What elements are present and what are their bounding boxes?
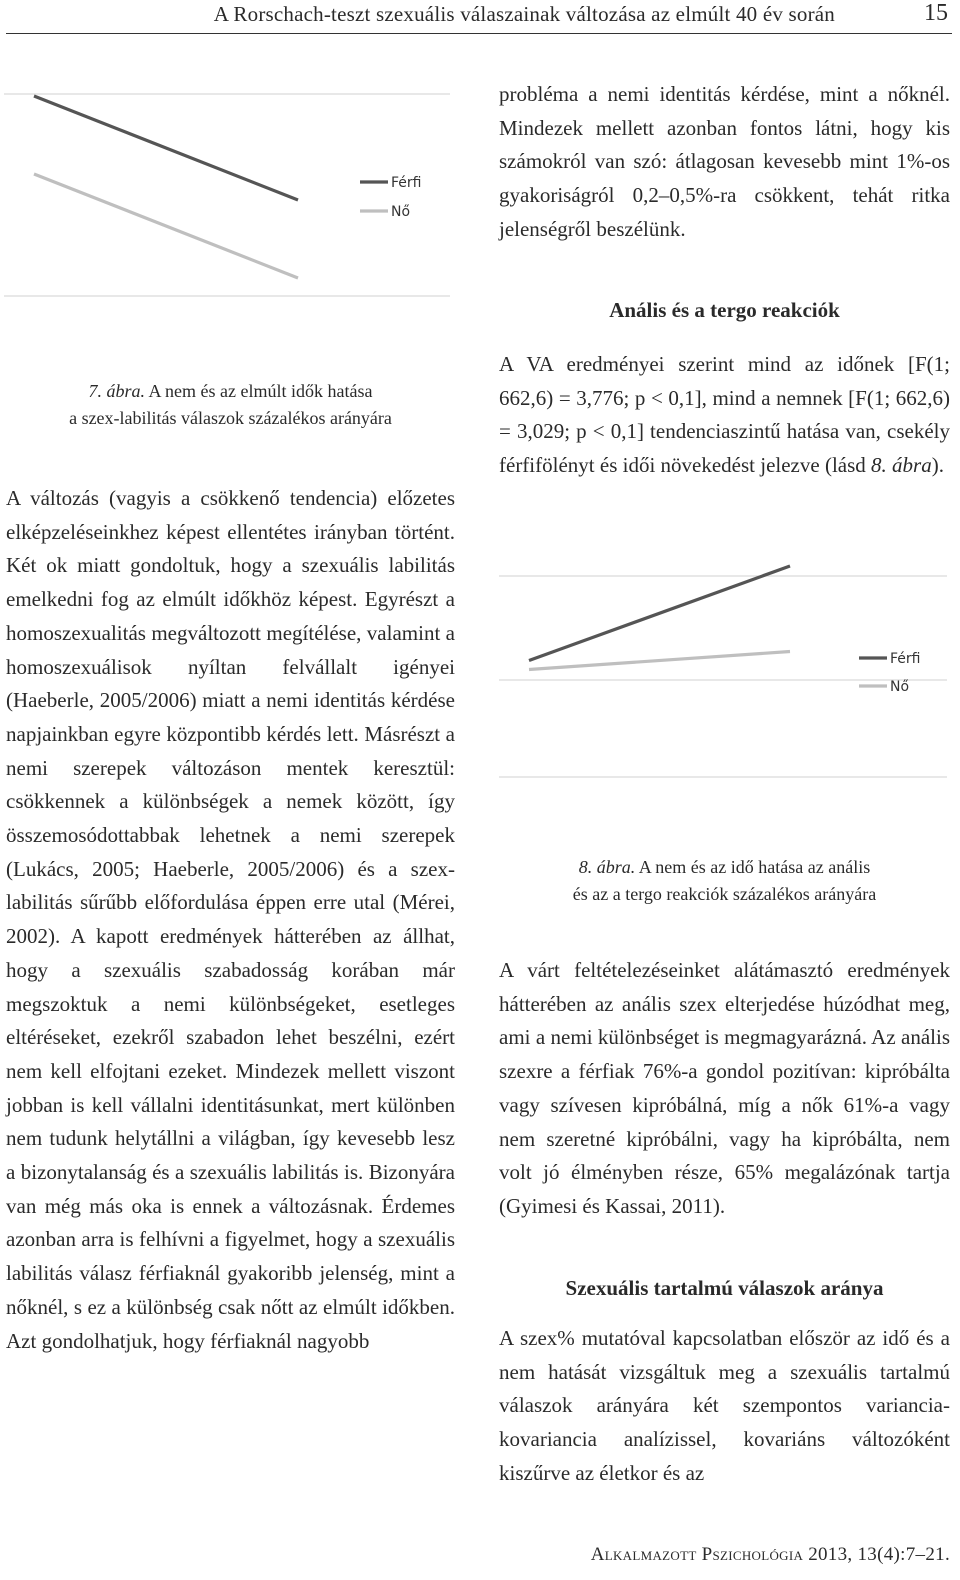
- right-column-bottom: [499, 1322, 950, 1491]
- figure-8-reference: 8. ábra: [871, 453, 932, 478]
- figure-8-caption-line2: és az a tergo reakciók százalékos arányára: [572, 884, 877, 904]
- right-column-top: [499, 78, 950, 247]
- series-line-n: [34, 174, 298, 278]
- series-line-n: [529, 652, 790, 670]
- section-title-szexualis: Szexuális tartalmú válaszok aránya: [565, 1276, 884, 1300]
- right-paragraph-2-text: A VA eredményei szerint mind az időnek [F(1; 662,6) = 3,776; p < 0,1], mind a nemnek [F(1; 662,6) = 3,029; p < 0,1] tendenciaszintű hatása van, csekély férfifölényt és idői növekedést jelezve (lásd: [499, 352, 950, 478]
- section-title-analis: Anális és a tergo reakciók: [609, 298, 840, 322]
- legend-label-1: Nő: [890, 679, 910, 695]
- journal-citation: 2013, 13(4):7–21.: [803, 1544, 950, 1565]
- figure-8-chart: [495, 530, 955, 830]
- figure-7-svg: [0, 70, 460, 340]
- figure-7-caption-label: 7. ábra.: [88, 381, 146, 401]
- series-line-frfi: [34, 96, 298, 200]
- figure-7-caption-text: A nem és az elmúlt idők hatása: [148, 381, 373, 401]
- journal-name: Alkalmazott Pszichológia: [590, 1544, 804, 1565]
- figure-8-svg: [495, 530, 955, 830]
- legend-label-1: Nő: [391, 204, 411, 220]
- legend-label-0: Férfi: [391, 175, 422, 191]
- figure-7-caption: [6, 378, 455, 432]
- page-number: 15: [924, 0, 948, 26]
- right-paragraph-2: [499, 348, 950, 483]
- figure-8-caption: [499, 854, 950, 908]
- header-rule: [6, 33, 952, 34]
- left-column: [6, 482, 455, 1358]
- right-paragraph-4: A szex% mutatóval kapcsolatban először az idő és a nem hatását vizsgáltuk meg a szexuális tartalmú válaszok arányára két szempontos variancia-kovariancia analízissel, kovariáns változóként kiszűrve az életkor és az: [499, 1326, 950, 1485]
- right-paragraph-3: A várt feltételezéseinket alátámasztó eredmények hátterében az anális szex elterjedése húzódhat meg, ami a nemi különbséget is megmagyarázná. Az anális szexre a férfiak 76%-a gondol pozitívan: kipróbálta vagy szívesen kipróbálná, míg a nők 61%-a vagy nem szeretné kipróbálni, vagy ha kipróbálta, nem volt jó élményben része, 65% megalázónak tartja (Gyimesi és Kassai, 2011).: [499, 958, 950, 1218]
- page-footer: [591, 1544, 950, 1566]
- page-header: [0, 0, 960, 32]
- right-paragraph-1: probléma a nemi identitás kérdése, mint a nőknél. Mindezek mellett azonban fontos látni, hogy kis számokról van szó: átlagosan kevesebb mint 1%-os gyakoriságról 0,2–0,5%-ra csökkent, tehát ritka jelenségről beszélünk.: [499, 82, 950, 241]
- right-column-lower: [499, 954, 950, 1224]
- figure-7-caption-line2: a szex-labilitás válaszok százalékos arányára: [69, 408, 392, 428]
- left-paragraph: A változás (vagyis a csökkenő tendencia) előzetes elképzeléseinkhez képest ellentétes irányban történt. Két ok miatt gondoltuk, hogy a szexuális labilitás emelkedni fog az elmúlt időkhöz képest. Egyrészt a homoszexualitás megváltozott megítélése, valamint a homoszexuálisok nyíltan felvállalt igényei (Haeberle, 2005/2006) miatt a nemi identitás kérdése napjainkban egyre központibb kérdés lett. Másrészt a nemi szerepek változáson mentek keresztül: csökkennek a különbségek a nemek között, így összemosódottabbak lehetnek a nemi szerepek (Lukács, 2005; Haeberle, 2005/2006) és a szex-labilitás sűrűbb előfordulása éppen erre utal (Mérei, 2002). A kapott eredmények hátterében az állhat, hogy a szexuális szabadosság korában már megszoktuk a nemi különbségeket, esetleges eltéréseket, ezekről szabadon lehet beszélni, ezért nem kell elfojtani ezeket. Mindezek mellett viszont jobban is kell vállalni identitásunkat, mert különben nem tudunk helytállni a világban, így kevesebb lesz a bizonytalanság és a szexuális labilitás is. Bizonyára van még más oka is ennek a változásnak. Érdemes azonban arra is felhívni a figyelmet, hogy a szexuális labilitás válasz férfiaknál gyakoribb jelenség, mint a nőknél, s ez a különbség csak nőtt az elmúlt időkben. Azt gondolhatjuk, hogy férfiaknál nagyobb: [6, 486, 455, 1353]
- right-column-mid: [499, 348, 950, 483]
- legend-label-0: Férfi: [890, 651, 921, 667]
- figure-8-caption-label: 8. ábra.: [578, 857, 636, 877]
- figure-7-chart: [0, 70, 460, 340]
- series-line-frfi: [529, 566, 790, 661]
- right-paragraph-2-end: ).: [931, 453, 944, 478]
- running-title: A Rorschach-teszt szexuális válaszainak változása az elmúlt 40 év során: [213, 2, 835, 26]
- figure-8-caption-text: A nem és az idő hatása az anális: [638, 857, 871, 877]
